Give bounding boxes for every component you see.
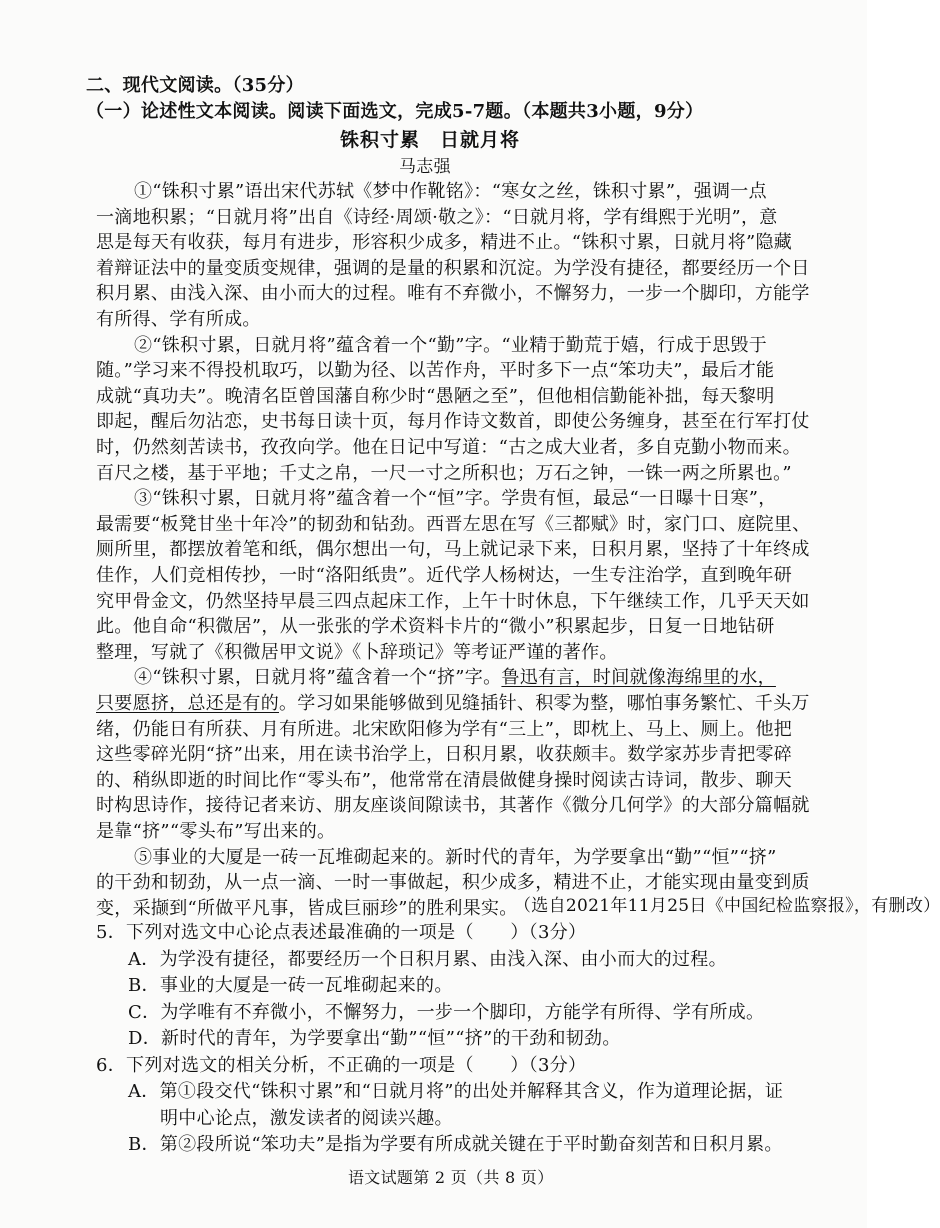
paragraph-4-line bbox=[96, 692, 810, 716]
paragraph-2-line: 即起，醒后勿沾恋，史书每日读十页，每月作诗文数首，即使公务缠身，甚至在行军打仗 bbox=[96, 411, 810, 432]
paragraph-4-line: 这些零碎光阴“挤”出来，用在读书治学上，日积月累，收获颇丰。数学家苏步青把零碎 bbox=[96, 744, 793, 765]
paragraph-2-line: 百尺之楼，基于平地；千丈之帛，一尺一寸之所积也；万石之钟，一铢一两之所累也。” bbox=[96, 463, 792, 484]
paragraph-3-line: 最需要“板凳甘坐十年冷”的韧劲和钻劲。西晋左思在写《三都赋》时，家门口、庭院里、 bbox=[96, 514, 811, 535]
question-6-option-A: 明中心论点，激发读者的阅读兴趣。 bbox=[160, 1108, 453, 1129]
paragraph-1-line: ①“铢积寸累”语出宋代苏轼《梦中作靴铭》：“寒女之丝，铢积寸累”，强调一点 bbox=[134, 181, 767, 202]
underlined-quote: 只要愿挤，总还是有的 bbox=[96, 693, 279, 714]
paragraph-4-line bbox=[134, 666, 824, 690]
article-author: 马志强 bbox=[399, 157, 451, 177]
paragraph-1-line: 有所得、学有所成。 bbox=[96, 309, 261, 330]
paragraph-3-line: 此。他自命“积微居”，从一张张的学术资料卡片的“微小”积累起步，日复一日地钻研 bbox=[96, 616, 775, 637]
paragraph-2-line: 成就“真功夫”。晚清名臣曾国藩自称少时“愚陋之至”，但他相信勤能补拙，每天黎明 bbox=[96, 386, 775, 407]
question-5-option-D: D．新时代的青年，为学要拿出“勤”“恒”“挤”的干劲和韧劲。 bbox=[128, 1028, 621, 1049]
paragraph-3-line: 厕所里，都摆放着笔和纸，偶尔想出一句，马上就记录下来，日积月累，坚持了十年终成 bbox=[96, 539, 810, 560]
question-6-stem: 6．下列对选文的相关分析，不正确的一项是（ ）（3分） bbox=[96, 1055, 587, 1076]
paragraph-3-line: 整理，写就了《积微居甲文说》《卜辞琐记》等考证严谨的著作。 bbox=[96, 642, 618, 663]
paragraph-5-line: 的干劲和韧劲，从一点一滴、一时一事做起，积少成多，精进不止，才能实现由量变到质 bbox=[96, 872, 810, 893]
paragraph-2-line: ②“铢积寸累，日就月将”蕴含着一个“勤”字。“业精于勤荒于嬉，行成于思毁于 bbox=[134, 335, 768, 356]
paragraph-3-line: 究甲骨金文，仍然坚持早晨三四点起床工作，上午十时休息，下午继续工作，几乎天天如 bbox=[96, 591, 810, 612]
question-5-stem: 5．下列对选文中心论点表述最准确的一项是（ ）（3分） bbox=[96, 922, 587, 943]
section-heading: 二、现代文阅读。（35分） bbox=[86, 75, 304, 96]
question-6-option-B: B．第②段所说“笨功夫”是指为学要有所成就关键在于平时勤奋刻苦和日积月累。 bbox=[128, 1134, 783, 1155]
question-5-option-A: A．为学没有捷径，都要经历一个日积月累、由浅入深、由小而大的过程。 bbox=[128, 949, 727, 970]
paragraph-4-line: 是靠“挤”“零头布”写出来的。 bbox=[96, 821, 336, 842]
page-footer: 语文试题第 2 页（共 8 页） bbox=[348, 1168, 554, 1187]
paragraph-3-line: 佳作，人们竞相传抄，一时“洛阳纸贵”。近代学人杨树达，一生专注治学，直到晚年研 bbox=[96, 565, 793, 586]
paragraph-1-line: 着辩证法中的量变质变规律，强调的是量的积累和沉淀。为学没有捷径，都要经历一个日 bbox=[96, 258, 810, 279]
paragraph-3-line: ③“铢积寸累，日就月将”蕴含着一个“恒”字。学贵有恒，最忌“一日曝十日寒”， bbox=[134, 488, 777, 509]
paragraph-1-line: 一滴地积累；“日就月将”出自《诗经·周颂·敬之》：“日就月将，学有缉熙于光明”，意 bbox=[96, 207, 778, 228]
paragraph-2-line: 随。”学习来不得投机取巧，以勤为径、以苦作舟，平时多下一点“笨功夫”，最后才能 bbox=[96, 360, 775, 381]
paragraph-1-line: 积月累、由浅入深、由小而大的过程。唯有不弃微小，不懈努力，一步一个脚印，方能学 bbox=[96, 283, 810, 304]
question-5-option-B: B．事业的大厦是一砖一瓦堆砌起来的。 bbox=[128, 975, 453, 996]
text-span: ④“铢积寸累，日就月将”蕴含着一个“挤”字。 bbox=[134, 667, 502, 688]
article-title: 铢积寸累 日就月将 bbox=[340, 129, 521, 151]
question-6-option-A: A．第①段交代“铢积寸累”和“日就月将”的出处并解释其含义，作为道理论据，证 bbox=[128, 1081, 784, 1102]
paragraph-2-line: 时，仍然刻苦读书，孜孜向学。他在日记中写道：“古之成大业者，多自克勤小物而来。 bbox=[96, 437, 801, 458]
paragraph-4-line: 绪，仍能日有所获、月有所进。北宋欧阳修为学有“三上”，即枕上、马上、厕上。他把 bbox=[96, 719, 793, 740]
paragraph-5-line: ⑤事业的大厦是一砖一瓦堆砌起来的。新时代的青年，为学要拿出“勤”“恒”“挤” bbox=[134, 847, 777, 868]
paragraph-5-line: 变，采撷到“所做平凡事，皆成巨丽珍”的胜利果实。 bbox=[96, 898, 518, 919]
paragraph-4-line: 时构思诗作，接待记者来访、朋友座谈间隙读书，其著作《微分几何学》的大部分篇幅就 bbox=[96, 795, 810, 816]
paragraph-4-line: 的、稍纵即逝的时间比作“零头布”，他常常在清晨做健身操时阅读古诗词，散步、聊天 bbox=[96, 770, 793, 791]
paragraph-1-line: 思是每天有收获，每月有进步，形容积少成多，精进不止。“铢积寸累，日就月将”隐藏 bbox=[96, 232, 793, 253]
underlined-quote: 鲁迅有言，时间就像海绵里的水， bbox=[501, 667, 776, 688]
question-5-option-C: C．为学唯有不弃微小，不懈努力，一步一个脚印，方能学有所得、学有所成。 bbox=[128, 1002, 765, 1023]
text-span: 。学习如果能够做到见缝插针、积零为整，哪怕事务繁忙、千头万 bbox=[279, 693, 810, 714]
section-subheading: （一）论述性文本阅读。阅读下面选文，完成5-7题。（本题共3小题，9分） bbox=[86, 101, 704, 122]
article-source: （选自2021年11月25日《中国纪检监察报》，有删改） bbox=[514, 896, 940, 916]
